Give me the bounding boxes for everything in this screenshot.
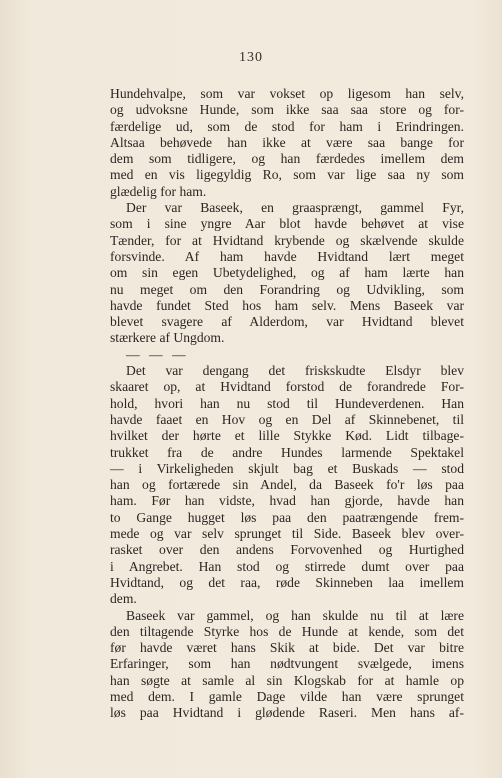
text-line: færdelige ud, som de stod for ham i Erindringen. xyxy=(110,118,464,134)
text-line: skaaret op, at Hvidtand forstod de forandrede For- xyxy=(110,379,464,395)
text-line: havde fundet Sted hos ham selv. Mens Baseek var xyxy=(110,297,464,313)
text-line: nu meget om den Forandring og Udvikling, som xyxy=(110,281,464,297)
text-line: før havde været hans Skik at bide. Det var bitre xyxy=(110,640,464,656)
body-text xyxy=(110,86,464,722)
page-number: 130 xyxy=(239,50,263,65)
text-line: Hundehvalpe, som var vokset op ligesom han selv, xyxy=(110,86,464,101)
text-line: han og fortærede sin Andel, da Baseek fo'r løs paa xyxy=(110,477,464,493)
text-line: havde faaet en Hov og en Del af Skinnebenet, til xyxy=(110,411,464,427)
text-line: Det var dengang det friskskudte Elsdyr blev xyxy=(126,363,464,379)
text-line: ham. Før han vidste, hvad han gjorde, havde han xyxy=(110,493,464,509)
text-line: om sin egen Ubetydelighed, og af ham lærte han xyxy=(110,265,464,281)
text-line: i Angrebet. Han stod og stirrede dumt over paa xyxy=(110,558,464,574)
text-line: med dem. I gamle Dage vilde han være sprunget xyxy=(110,688,464,704)
text-line: glædelig for ham. xyxy=(110,183,207,199)
text-line: hold, hvori han nu stod til Hundeverdenen. Han xyxy=(110,395,464,411)
text-line: som i sine yngre Aar blot havde behøvet at vise xyxy=(110,216,464,232)
text-line: Hvidtand, og det raa, røde Skinneben laa imellem xyxy=(110,574,464,590)
text-line: hvilket der hørte et lille Stykke Kød. Lidt tilbage- xyxy=(110,428,464,444)
text-line: Tænder, for at Hvidtand krybende og skælvende skulde xyxy=(110,232,464,248)
text-line: to Gange hugget løs paa den paatrængende frem- xyxy=(110,509,464,525)
text-line: og udvoksne Hunde, som ikke saa saa store og for- xyxy=(110,102,464,118)
text-line: han søgte at samle al sin Klogskab for at hamle op xyxy=(110,672,464,688)
text-line: blevet svagere af Alderdom, var Hvidtand blevet xyxy=(110,314,464,330)
text-line: dem som tidligere, og han færdedes imellem dem xyxy=(110,151,464,167)
text-line: forsvinde. Af ham havde Hvidtand lært meget xyxy=(110,248,464,264)
section-separator: — — — xyxy=(126,346,189,362)
text-line: dem. xyxy=(110,591,137,607)
text-line: med en vis ligegyldig Ro, som var lige saa ny som xyxy=(110,167,464,183)
text-line: trukket fra de andre Hundes larmende Spektakel xyxy=(110,444,464,460)
text-line: Altsaa behøvede han ikke at være saa bange for xyxy=(110,134,464,150)
text-line: stærkere af Ungdom. xyxy=(110,330,225,346)
text-line: rasket over den andens Forvovenhed og Hurtighed xyxy=(110,542,464,558)
text-line: Erfaringer, som han nødtvungent svælgede, imens xyxy=(110,656,464,672)
text-line: — i Virkeligheden skjult bag et Buskads — stod xyxy=(110,460,464,476)
text-line: Baseek var gammel, og han skulde nu til at lære xyxy=(126,607,464,623)
text-line: løs paa Hvidtand i glødende Raseri. Men hans af- xyxy=(110,705,464,721)
text-line: mede og var selv sprunget til Side. Baseek blev over- xyxy=(110,526,464,542)
text-line: den tiltagende Styrke hos de Hunde at kende, som det xyxy=(110,623,464,639)
text-line: Der var Baseek, en graasprængt, gammel Fyr, xyxy=(126,200,464,216)
